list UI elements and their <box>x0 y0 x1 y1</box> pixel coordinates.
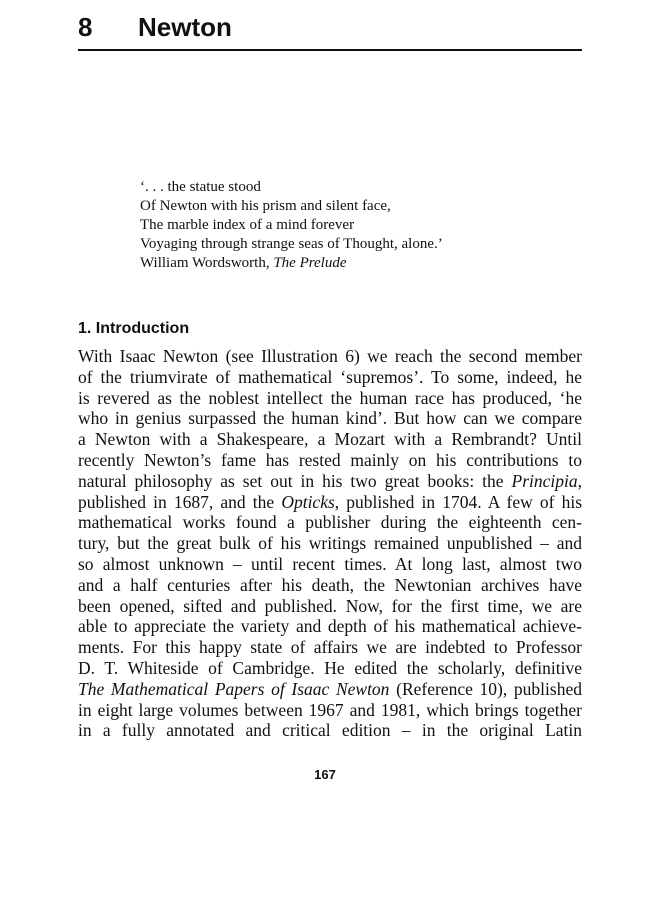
chapter-number: 8 <box>78 12 93 42</box>
body-line <box>78 679 582 700</box>
body-text-segment: so almost unknown – until recent times. At long last, almost two <box>78 553 582 574</box>
epigraph <box>140 178 560 273</box>
body-line <box>78 533 582 554</box>
page-number: 167 <box>314 767 336 782</box>
body-line <box>78 720 582 741</box>
body-line <box>78 450 582 471</box>
body-text-segment: a Newton with a Shakespeare, a Mozart with a Rembrandt? Until <box>78 429 582 450</box>
body-text-segment: of the triumvirate of mathematical ‘supremos’. To some, indeed, he <box>78 366 582 387</box>
italic-title: Principia <box>511 470 578 491</box>
body-line <box>78 616 582 637</box>
epigraph-line: ‘. . . the statue stood <box>140 179 261 195</box>
body-line <box>78 346 582 367</box>
epigraph-author: William Wordsworth, <box>140 255 270 271</box>
body-text-segment: and a half centuries after his death, the Newtonian archives have <box>78 574 582 595</box>
epigraph-work: The Prelude <box>273 255 347 271</box>
body-text-segment: in eight large volumes between 1967 and 1981, which brings together <box>78 699 582 720</box>
body-text-segment: in a fully annotated and critical edition – in the original Latin <box>78 720 582 741</box>
body-line <box>78 388 582 409</box>
body-line <box>78 408 582 429</box>
body-text-segment: ments. For this happy state of affairs we are indebted to Professor <box>78 637 582 658</box>
body-text-segment: D. T. Whiteside of Cambridge. He edited the scholarly, definitive <box>78 657 582 678</box>
epigraph-line: Of Newton with his prism and silent face, <box>140 198 391 214</box>
body-line <box>78 658 582 679</box>
chapter-title: Newton <box>138 12 232 42</box>
body-line <box>78 429 582 450</box>
body-text-segment: been opened, sifted and published. Now, for the first time, we are <box>78 595 582 616</box>
body-line <box>78 700 582 721</box>
epigraph-attribution <box>140 254 560 273</box>
heading-rule <box>78 49 582 51</box>
body-line <box>78 512 582 533</box>
body-text-segment: recently Newton’s fame has rested mainly on his contributions to <box>78 449 582 470</box>
body-text-segment: mathematical works found a publisher during the eighteenth cen- <box>78 512 582 533</box>
body-text-segment: tury, but the great bulk of his writings remained unpublished – and <box>78 533 582 554</box>
body-text-segment: natural philosophy as set out in his two great books: the <box>78 470 512 491</box>
body-text-segment: able to appreciate the variety and depth of his mathematical achieve- <box>78 616 582 637</box>
body-text-segment: published in 1687, and the <box>78 491 282 512</box>
body-text-segment: is revered as the noblest intellect the human race has produced, ‘he <box>78 387 582 408</box>
body-line <box>78 575 582 596</box>
body-text-segment: With Isaac Newton (see Illustration 6) we reach the second member <box>78 346 582 366</box>
body-text-segment: (Reference 10), published <box>389 678 582 699</box>
epigraph-line: The marble index of a mind forever <box>140 217 355 233</box>
body-line <box>78 367 582 388</box>
body-line <box>78 492 582 513</box>
body-line <box>78 471 582 492</box>
section-heading: 1. Introduction <box>78 320 190 337</box>
body-text-segment: , published in 1704. A few of his <box>334 491 582 512</box>
epigraph-line: Voyaging through strange seas of Thought, alone.’ <box>140 236 443 252</box>
italic-title: Opticks <box>281 491 335 512</box>
body-text-segment: who in genius surpassed the human kind’. But how can we compare <box>78 408 582 429</box>
body-line <box>78 554 582 575</box>
italic-title: The Mathematical Papers of Isaac Newton <box>78 678 390 699</box>
body-text-segment: , <box>577 470 582 491</box>
body-text <box>78 346 582 741</box>
body-line <box>78 637 582 658</box>
body-line <box>78 596 582 617</box>
